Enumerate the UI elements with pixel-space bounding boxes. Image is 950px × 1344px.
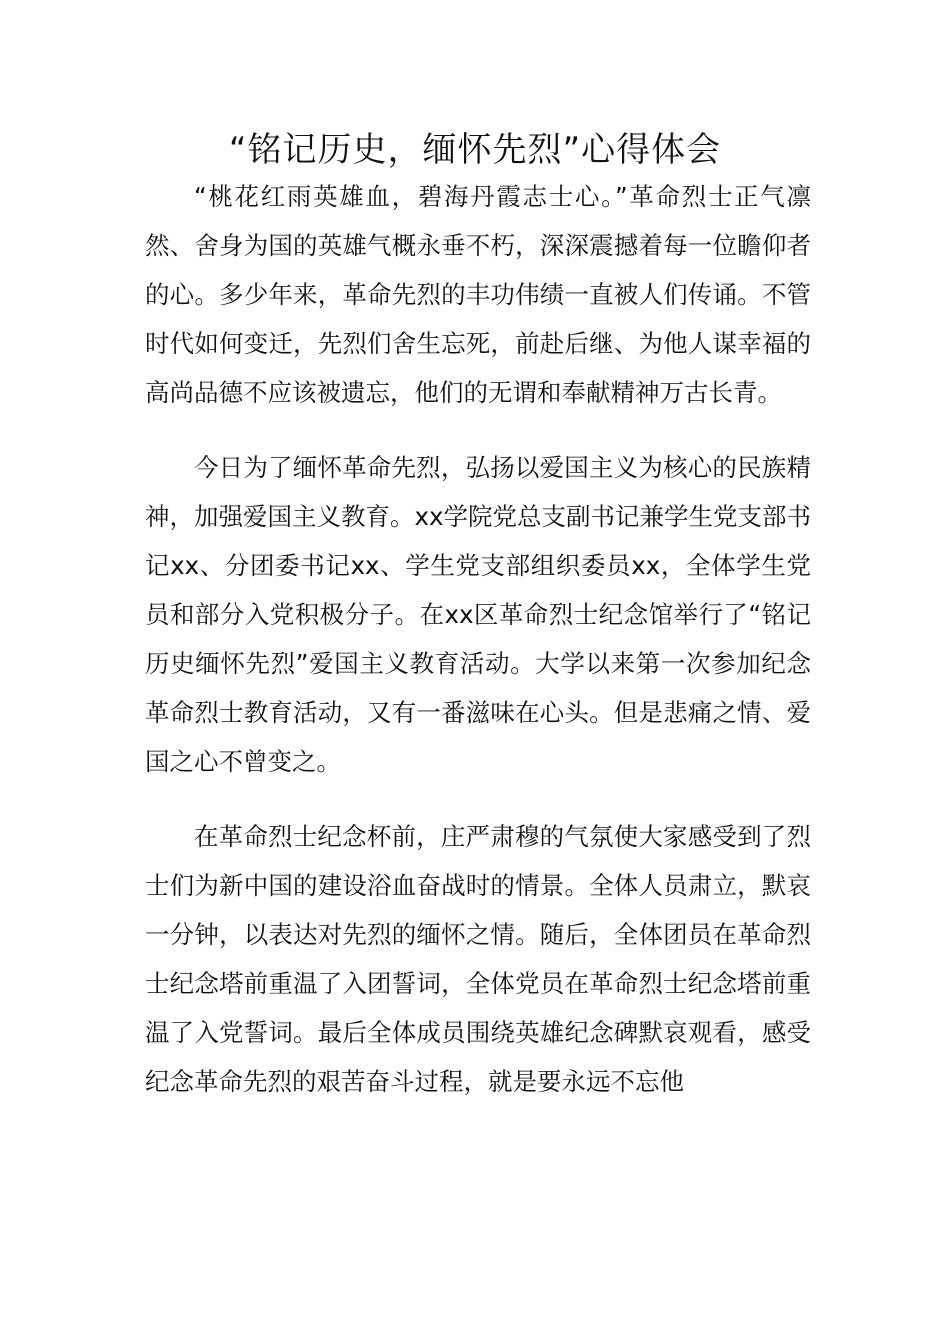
document-title: “铭记历史，缅怀先烈”心得体会 (228, 130, 722, 170)
paragraph-1: “桃花红雨英雄血，碧海丹霞志士心。”革命烈士正气凛然、舍身为国的英雄气概永垂不朽，深深震撼着每一位瞻仰者的心。多少年来，革命先烈的丰功伟绩一直被人们传诵。不管时代如何变迁，先烈们舍生忘死，前赴后继、为他人谋幸福的高尚品德不应该被遗忘，他们的无谓和奉献精神万古长青。 (145, 182, 811, 407)
document-body (145, 172, 811, 1132)
paragraph-3: 在革命烈士纪念杯前，庄严肃穆的气氛使大家感受到了烈士们为新中国的建设浴血奋战时的情景。全体人员肃立，默哀一分钟，以表达对先烈的缅怀之情。随后，全体团员在革命烈士纪念塔前重温了入团誓词，全体党员在革命烈士纪念塔前重温了入党誓词。最后全体成员围绕英雄纪念碑默哀观看，感受纪念革命先烈的艰苦奋斗过程，就是要永远不忘他 (145, 822, 811, 1096)
paragraph-2: 今日为了缅怀革命先烈，弘扬以爱国主义为核心的民族精神，加强爱国主义教育。xx学院党总支副书记兼学生党支部书记xx、分团委书记xx、学生党支部组织委员xx，全体学生党员和部分入党积极分子。在xx区革命烈士纪念馆举行了“铭记历史缅怀先烈”爱国主义教育活动。大学以来第一次参加纪念革命烈士教育活动，又有一番滋味在心头。但是悲痛之情、爱国之心不曾变之。 (145, 453, 811, 776)
